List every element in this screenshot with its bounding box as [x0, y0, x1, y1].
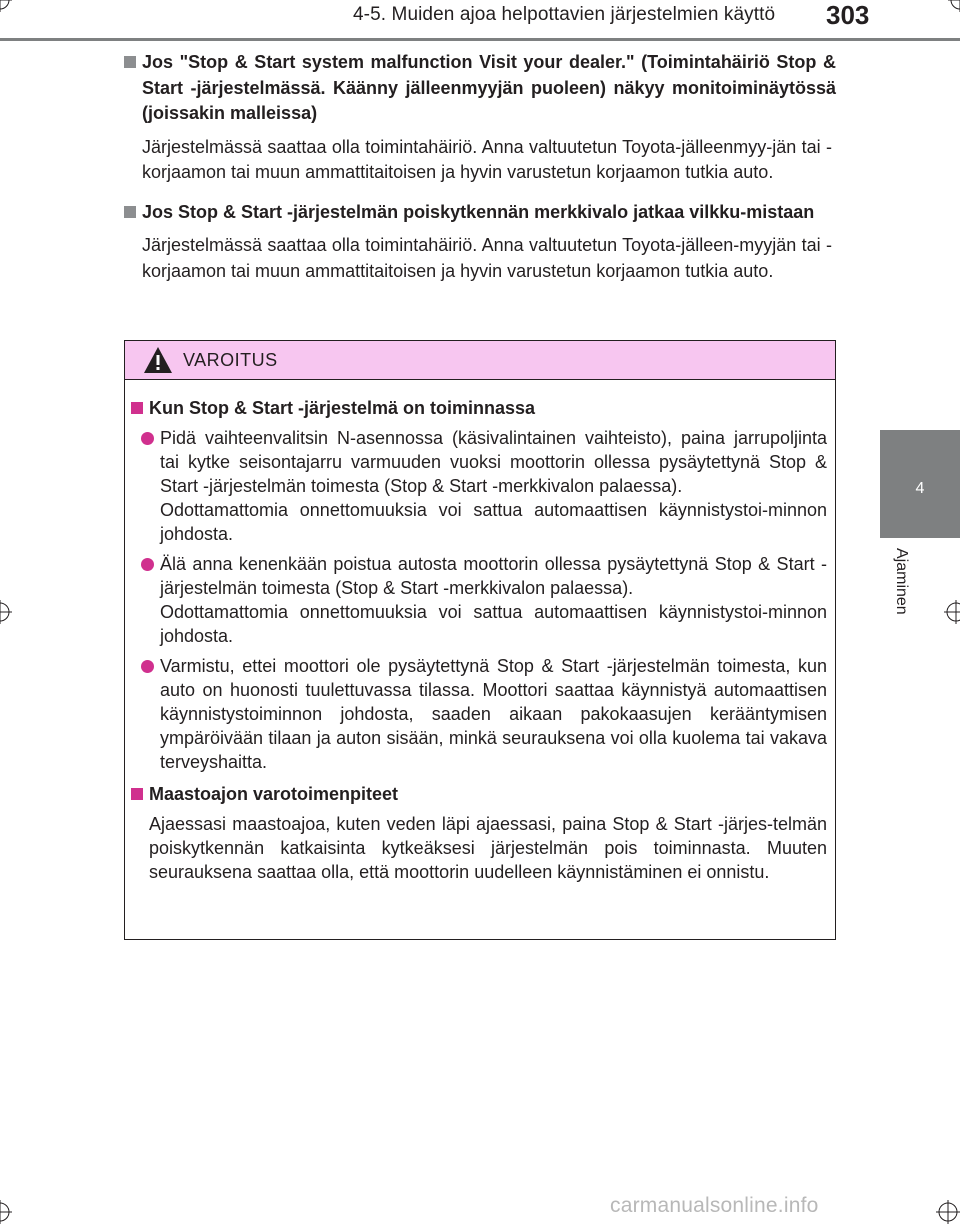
- section-heading-text: Jos Stop & Start -järjestelmän poiskytkennän merkkivalo jatkaa vilkku-mistaan: [142, 201, 815, 222]
- section-body: Järjestelmässä saattaa olla toimintahäiriö. Anna valtuutetun Toyota-jälleen-myyjän tai -korjaamon tai muun ammattitaitoisen ja hyvin varustetun korjaamon tutkia auto.: [142, 235, 832, 281]
- warning-box: [124, 340, 836, 940]
- crop-mark-icon: [0, 600, 12, 624]
- warning-heading-offroad: [131, 782, 827, 806]
- crop-mark-icon: [948, 0, 960, 12]
- bullet-note: Odottamattomia onnettomuuksia voi sattua automaattisen käynnistystoi-minnon johdosta.: [160, 602, 827, 646]
- warning-bullet: [141, 552, 827, 648]
- warning-heading-text: Kun Stop & Start -järjestelmä on toiminnassa: [149, 398, 536, 418]
- chapter-label: Ajaminen: [893, 548, 910, 615]
- section-body: Järjestelmässä saattaa olla toimintahäiriö. Anna valtuutetun Toyota-jälleenmyy-jän tai -korjaamon tai muun ammattitaitoisen ja hyvin varustetun korjaamon tutkia auto.: [142, 136, 832, 182]
- bullet-text: Pidä vaihteenvalitsin N-asennossa (käsivalintainen vaihteisto), paina jarrupoljinta tai kytke seisontajarru varmuuden vuoksi moottorin ollessa pysäytettynä Stop & Start -järjestelmän toimesta (Stop & Start -merkkivalon palaessa).: [160, 428, 827, 496]
- bullet-dot-icon: [141, 432, 154, 445]
- section-heading-text: Jos "Stop & Start system malfunction Visit your dealer." (Toimintahäiriö Stop & Start -järjestelmässä. Käänny jälleenmyyjän puoleen) näkyy monitoiminäytössä (joissakin malleissa): [142, 52, 836, 123]
- warning-body: [125, 380, 835, 884]
- bullet-note: Odottamattomia onnettomuuksia voi sattua automaattisen käynnistystoi-minnon johdosta.: [160, 500, 827, 544]
- warning-bullet: [141, 426, 827, 546]
- section-heading: [124, 200, 836, 226]
- warning-heading-text: Maastoajon varotoimenpiteet: [149, 784, 399, 804]
- section-indicator-blinking: [124, 200, 836, 285]
- main-content: [124, 50, 836, 298]
- page-number: 303: [826, 0, 870, 30]
- gray-square-icon: [124, 206, 136, 218]
- chapter-number: 4: [915, 480, 925, 497]
- crop-mark-icon: [0, 0, 12, 12]
- bullet-text: Varmistu, ettei moottori ole pysäytettynä Stop & Start -järjestelmän toimesta, kun auto on huonosti tuulettuvassa tilassa. Moottori saattaa käynnistyä automaattisen käynnistystoiminnon johdosta, saaden aikaan pakokaasujen kerääntymisen ympäröivään tilaan ja auton sisään, minkä seurauksena voi olla kuolema tai vakava terveyshaitta.: [160, 656, 827, 772]
- bullet-text: Älä anna kenenkään poistua autosta moottorin ollessa pysäytettynä Stop & Start -järjestelmän toimesta (Stop & Start -merkkivalon palaessa).: [160, 554, 827, 598]
- chapter-tab: [880, 430, 960, 538]
- crop-mark-icon: [936, 1200, 960, 1224]
- header-title: 4-5. Muiden ajoa helpottavien järjestelmien käyttö: [353, 4, 776, 25]
- section-malfunction-message: [124, 50, 836, 186]
- crop-mark-icon: [944, 600, 960, 624]
- watermark: carmanualsonline.info: [610, 1194, 819, 1217]
- warning-title: VAROITUS: [183, 349, 278, 370]
- magenta-square-icon: [131, 788, 143, 800]
- header-rule: [0, 38, 960, 41]
- warning-header: [125, 341, 835, 380]
- warning-offroad-body: Ajaessasi maastoajoa, kuten veden läpi ajaessasi, paina Stop & Start -järjes-telmän poiskytkennän katkaisinta kytkeäksesi järjestelmän pois toiminnasta. Muuten seurauksena saattaa olla, että moottorin uudelleen käynnistäminen ei onnistu.: [149, 814, 827, 882]
- warning-bullet: [141, 654, 827, 774]
- warning-heading-stop-start: [131, 396, 827, 420]
- crop-mark-icon: [0, 1200, 12, 1224]
- bullet-dot-icon: [141, 660, 154, 673]
- bullet-dot-icon: [141, 558, 154, 571]
- gray-square-icon: [124, 56, 136, 68]
- magenta-square-icon: [131, 402, 143, 414]
- section-heading: [124, 50, 836, 127]
- warning-triangle-icon: [143, 346, 173, 374]
